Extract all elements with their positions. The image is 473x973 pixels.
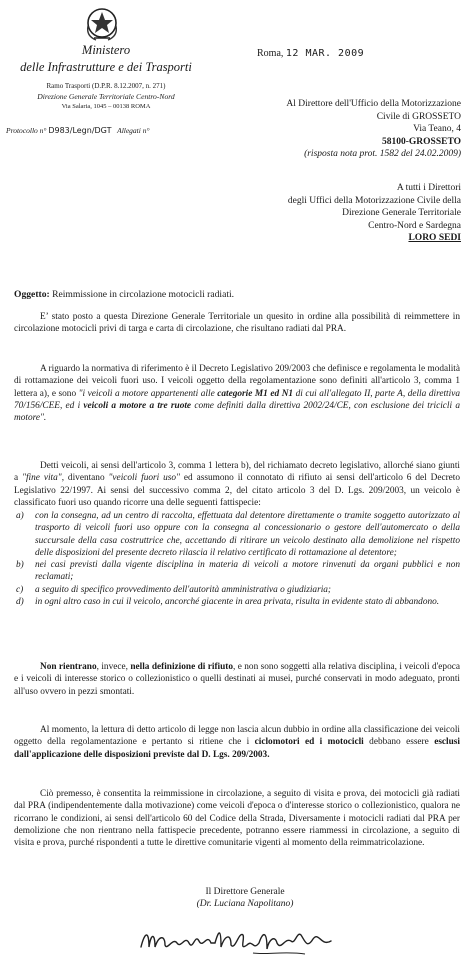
- subject-label: Oggetto:: [14, 289, 50, 300]
- protocol-number: D983/Legn/DGT: [48, 126, 112, 135]
- list-item: [16, 559, 460, 584]
- paragraph-2: [14, 363, 460, 424]
- protocol-line: [6, 126, 149, 135]
- list-item: [16, 596, 460, 608]
- handwritten-signature: [135, 921, 355, 959]
- p3-text-c: , diventano: [61, 473, 109, 484]
- list-item: [16, 510, 460, 559]
- recipient1-reference: (risposta nota prot. 1582 del 24.02.2009): [304, 149, 461, 160]
- p4-non-rientrano: Non rientrano: [40, 662, 97, 672]
- p3-text-a: Detti veicoli, ai sensi dell'articolo 3, comma 1 lettera b), del richiamato decreto legislativo, allorché siano giunti a: [14, 461, 460, 484]
- p2-quote-start: "i veicoli a motore appartenenti alle: [78, 388, 218, 399]
- letter-date: [257, 48, 364, 59]
- italian-republic-emblem-icon: [82, 4, 122, 44]
- list-item-text: con la consegna, ad un centro di raccolta, effettuata dal detentore direttamente o tramite soggetto autorizzato al trasporto di veicoli fuori uso oppure con la consegna al concessionario o gestore dell'automercato o della succursale della casa costruttrice che, accettando di ritirare un veicolo destinato alla demolizione nel rispetto delle disposizioni del presente decreto rilascia il relativo certificato di rottamazione al detentore;: [35, 511, 460, 558]
- recipient2-line5: LORO SEDI: [408, 233, 461, 244]
- date-stamp: 12 MAR. 2009: [285, 48, 365, 59]
- ministry-name: Ministero: [81, 43, 131, 57]
- paragraph-1-text: E’ stato posto a questa Direzione Generale Territoriale un quesito in ordine alla possibilità di reimmettere in circolazione motocicli privi di targa e carta di circolazione, che risultano radiati dal PRA.: [14, 312, 460, 335]
- paragraph-6-text: Ciò premesso, è consentita la reimmissione in circolazione, a seguito di visita e prova, dei motocicli già radiati dal PRA (indipendentemente dalla motivazione) come veicoli d'epoca o d'interesse storico o collezionistico, qualora ne ricorrano le condizioni, ai sensi dell'articolo 60 del Codice della Strada, Diversamente i motocicli radiati dal PRA per demolizione che non rientrano nella fattispecie precedente, potranno essere riammessi in circolazione, a seguito di visita e prova, purché rispondenti a tutte le direttive comunitarie vigenti al momento della reimmatricolazione.: [14, 789, 460, 849]
- p3-fine-vita: "fine vita": [22, 473, 62, 484]
- recipient1-line2: Civile di GROSSETO: [376, 111, 461, 122]
- p2-quote-end: come definiti dalla direttiva 2002/24/CE, con esclusione dei tricicli a motore".: [14, 400, 460, 424]
- list-item-text: a seguito di specifico provvedimento dell'autorità amministrativa o giudiziaria;: [35, 584, 332, 595]
- recipient2-line1: A tutti i Direttori: [396, 183, 461, 193]
- p5-text-a: Al momento, la lettura di detto articolo di legge non lascia alcun dubbio in ordine alla classificazione dei veicoli oggetto della regolamentazione e pertanto si ritiene che i: [14, 725, 460, 748]
- ministry-directorate: Direzione Generale Territoriale Centro-Nord: [37, 92, 175, 101]
- recipient2-line3: Direzione Generale Territoriale: [342, 208, 461, 219]
- p4-text-d: , e non sono soggetti alla relativa disciplina, i veicoli d'epoca e i veicoli di interesse storico o collezionistico o quelli destinati ai musei, purché conservati in modo adeguato, pronti all'uso ovvero in pezzi smontati.: [14, 662, 460, 697]
- paragraph-3: [14, 460, 460, 509]
- ministry-address: Via Salaria, 1045 – 00138 ROMA: [61, 103, 151, 110]
- subject-line: [14, 289, 234, 300]
- p4-definition: nella definizione di rifiuto: [130, 662, 234, 672]
- paragraph-1: [14, 311, 460, 336]
- list-item-text: nei casi previsti dalla vigente disciplina in materia di veicoli a motore rinvenuti da organi pubblici e non reclamati;: [35, 560, 460, 583]
- p5-text-c: debbano essere: [363, 737, 435, 748]
- protocol-label: Protocollo n°: [6, 126, 47, 135]
- p2-three-wheels: veicoli a motore a tre ruote: [83, 400, 192, 411]
- p4-text-b: , invece,: [96, 662, 131, 672]
- p3-text-e: ed assumono il connotato di rifiuto ai sensi dell'articolo 6 del Decreto Legislativo 22/1997. Ai sensi del successivo comma 2, del citato articolo 3 del D. Lgs. 209/2003, un veicolo è classificato fuori uso quando ricorre una delle seguenti fattispecie:: [14, 473, 461, 508]
- signature-block: [130, 886, 360, 910]
- date-city: Roma,: [257, 48, 284, 59]
- p2-text-a: A riguardo la normativa di riferimento è il Decreto Legislativo 209/2003 che definisce e regolamenta le modalità di rottamazione dei veicoli fuori uso. I veicoli oggetto della regolamentazione sono definiti all'articolo 3, comma 1 lettera a), e sono: [14, 364, 460, 399]
- recipient1-line1: Al Direttore dell'Ufficio della Motorizzazione: [286, 99, 461, 109]
- conditions-list: [16, 510, 460, 608]
- paragraph-4: [14, 661, 460, 698]
- list-item-label: a): [16, 511, 24, 521]
- list-item-label: c): [16, 584, 24, 595]
- ministry-department: delle Infrastrutture e dei Trasporti: [20, 60, 192, 74]
- p5-vehicles: ciclomotori ed i motocicli: [254, 737, 364, 748]
- recipient-block-2: [288, 182, 461, 245]
- recipient1-line3: Via Teano, 4: [413, 124, 461, 135]
- p2-quote-mid: di cui all'allegato II, parte A, della direttiva 70/156/CEE, ed i: [14, 388, 460, 411]
- recipient1-line4: 58100-GROSSETO: [381, 136, 461, 147]
- signatory-title: Il Direttore Generale: [205, 887, 285, 897]
- p5-excluded: esclusi dall'applicazione delle disposizioni previste dal D. Lgs. 209/2003.: [14, 737, 461, 760]
- p2-categories: categorie M1 ed N1: [217, 388, 294, 399]
- attachments-label: Allegati n°: [117, 126, 150, 135]
- paragraph-5: [14, 724, 460, 761]
- ministry-branch: Ramo Trasporti (D.P.R. 8.12.2007, n. 271): [46, 82, 166, 90]
- recipient2-line2: degli Uffici della Motorizzazione Civile della: [287, 195, 461, 206]
- list-item-text: in ogni altro caso in cui il veicolo, ancorché giacente in area privata, risulta in evidente stato di abbandono.: [35, 597, 440, 608]
- recipient2-line4: Centro-Nord e Sardegna: [368, 220, 461, 231]
- recipient-block-1: [286, 98, 461, 161]
- p3-fuori-uso: "veicoli fuori uso": [108, 473, 180, 484]
- subject-text: Reimmissione in circolazione motocicli radiati.: [52, 289, 235, 300]
- signatory-name: (Dr. Luciana Napolitano): [196, 899, 294, 909]
- list-item: [16, 584, 460, 596]
- list-item-label: b): [16, 560, 24, 571]
- paragraph-6: [14, 788, 460, 849]
- list-item-label: d): [16, 597, 24, 608]
